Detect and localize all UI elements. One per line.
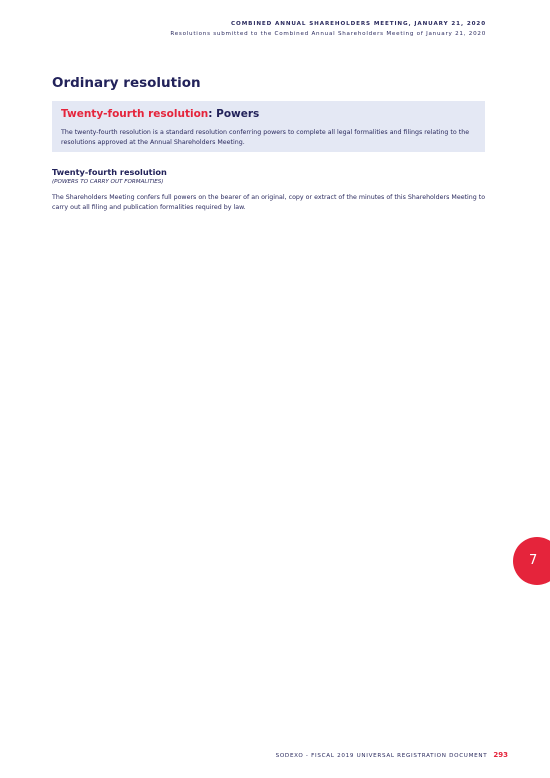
summary-box-title-topic: Powers <box>216 108 260 120</box>
resolution-summary-box <box>52 101 485 152</box>
footer-document-title: SODEXO - FISCAL 2019 UNIVERSAL REGISTRATION DOCUMENT <box>275 753 488 759</box>
section-title: Ordinary resolution <box>52 75 201 91</box>
page-footer <box>276 751 508 759</box>
summary-box-title-resolution: Twenty-fourth resolution <box>61 108 209 120</box>
running-header-subtitle: Resolutions submitted to the Combined Annual Shareholders Meeting of January 21, 2020 <box>170 31 486 37</box>
page-number: 293 <box>493 751 508 759</box>
summary-box-title <box>61 108 476 121</box>
summary-box-text: The twenty-fourth resolution is a standard resolution conferring powers to complete all legal formalities and filings relating to the resolutions approved at the Annual Shareholders Meeting. <box>61 129 470 146</box>
resolution-heading: Twenty-fourth resolution <box>52 167 167 177</box>
chapter-number: 7 <box>529 553 538 568</box>
summary-box-title-separator: : <box>208 108 217 120</box>
resolution-subheading: (POWERS TO CARRY OUT FORMALITIES) <box>52 179 164 185</box>
running-header-title: COMBINED ANNUAL SHAREHOLDERS MEETING, JANUARY 21, 2020 <box>231 21 486 27</box>
chapter-tab[interactable] <box>513 537 550 585</box>
resolution-body: The Shareholders Meeting confers full powers on the bearer of an original, copy or extract of the minutes of this Shareholders Meeting to carry out all filing and publication formalities required by law. <box>52 194 486 211</box>
